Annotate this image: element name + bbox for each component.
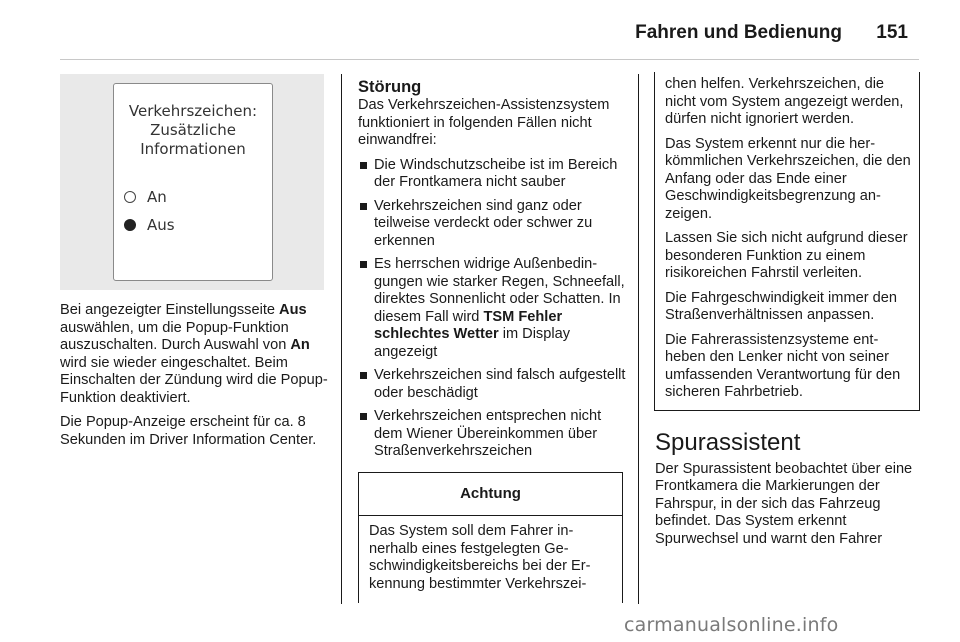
paragraph: Die Popup-Anzeige erscheint für ca. 8 Sekunden im Driver Information Center. [60, 414, 317, 448]
list-item: Verkehrszeichen sind ganz oder teilweise verdeckt oder schwer zu erkennen [358, 198, 626, 251]
paragraph [60, 302, 328, 407]
display-title [114, 102, 272, 159]
header-divider [60, 59, 919, 60]
display-screen [113, 83, 273, 281]
paragraph: Lassen Sie sich nicht aufgrund dieser besonderen Funktion zu einem risikoreichen Fahrstil verleiten. [665, 230, 908, 281]
text: auswählen, um die Popup-Funktion auszuschalten. Durch Auswahl von [60, 319, 291, 353]
display-title-line-1: Verkehrszeichen: [128, 102, 258, 120]
display-illustration [60, 74, 324, 290]
text: wird sie wieder eingeschaltet. Beim Einschalten der Zündung wird die Popup-Funktion deaktiviert. [60, 354, 328, 406]
section-heading-stoerung: Störung [358, 78, 422, 96]
radio-empty-icon [124, 191, 136, 203]
column-3-text [655, 78, 921, 555]
column-divider-1 [341, 74, 342, 604]
text: im Display angezeigt [374, 326, 570, 360]
display-title-line-3: Informationen [140, 140, 246, 158]
display-option-an [124, 188, 167, 206]
notice-box [358, 472, 623, 603]
bold-term: An [290, 337, 310, 353]
paragraph: chen helfen. Verkehrszeichen, die nicht vom System angezeigt werden, dürfen nicht ignoriert werden. [665, 76, 904, 127]
display-title-line-2: Zusätzliche [150, 121, 236, 139]
text: Es herrschen widrige Außenbedingungen wie starker Regen, Schneefall, direktes Sonnenlicht oder Schatten. In diesem Fall wird [374, 256, 625, 325]
list-item [358, 256, 626, 361]
page-number: 151 [876, 22, 908, 43]
list-item: Verkehrszeichen entsprechen nicht dem Wiener Übereinkommen über Straßenverkehrszeichen [358, 408, 626, 461]
bold-term: TSM Fehler schlechtes Wetter [374, 308, 563, 342]
paragraph: Die Fahrerassistenzsysteme entheben den Lenker nicht von seiner umfassenden Verantwortung für den sicheren Fahrbetrieb. [665, 331, 901, 400]
paragraph: Das System erkennt nur die herkömmlichen Verkehrszeichen, die den Anfang oder das Ende einer Geschwindigkeitsbegrenzung anzeigen. [665, 135, 911, 222]
display-option-label: An [147, 188, 167, 206]
paragraph: Das Verkehrszeichen-Assistenzsystem funktioniert in folgenden Fällen nicht einwandfrei: [358, 97, 610, 148]
watermark: carmanualsonline.info [624, 614, 839, 636]
column-2-text [358, 78, 626, 467]
notice-heading: Achtung [359, 473, 622, 516]
section-heading-spurassistent: Spurassistent [655, 428, 801, 456]
bullet-list [358, 157, 626, 461]
paragraph: Der Spurassistent beobachtet über eine Frontkamera die Markierungen der Fahrspur, in der sich das Fahrzeug befindet. Das System erkennt Spurwechsel und warnt den Fahrer [655, 460, 913, 547]
display-option-label: Aus [147, 216, 175, 234]
header-title: Fahren und Bedienung [635, 22, 842, 43]
text: Bei angezeigter Einstellungsseite [60, 302, 280, 318]
column-1-text [60, 302, 328, 456]
display-option-aus [124, 216, 175, 234]
notice-box-continued [654, 72, 920, 411]
paragraph: Die Fahrgeschwindigkeit immer den Straßenverhältnissen anpassen. [665, 289, 897, 323]
list-item: Verkehrszeichen sind falsch aufgestellt oder beschädigt [358, 367, 626, 402]
bold-term: Aus [279, 302, 307, 318]
list-item: Die Windschutzscheibe ist im Bereich der Frontkamera nicht sauber [358, 157, 626, 192]
column-divider-2 [638, 74, 639, 604]
radio-filled-icon [124, 219, 136, 231]
notice-text: Das System soll dem Fahrer innerhalb eines festgelegten Geschwindigkeitsbereichs bei der Erkennung bestimmter Verkehrszei- [369, 523, 591, 592]
